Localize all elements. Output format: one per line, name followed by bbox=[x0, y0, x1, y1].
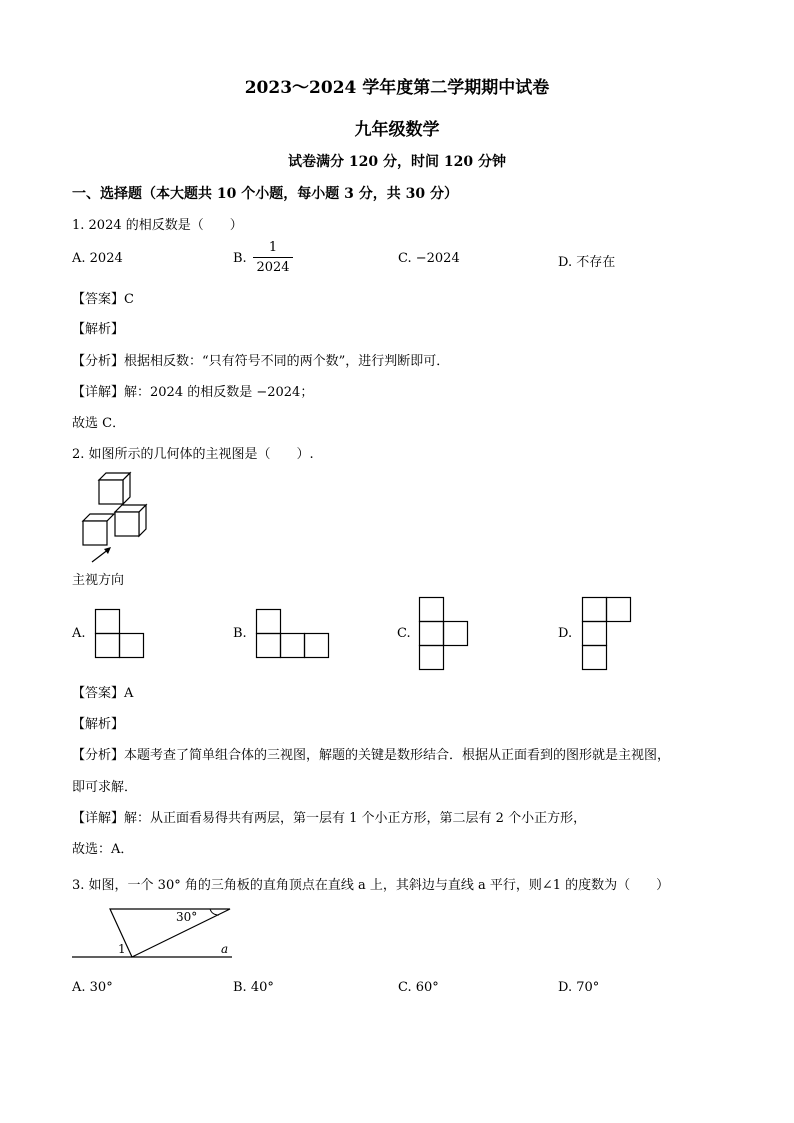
q3-stem: 3. 如图，一个 30° 角的三角板的直角顶点在直线 a 上，其斜边与直线 a 平行，则∠1 的度数为（ ） bbox=[72, 878, 670, 893]
q2-answer: 【答案】A bbox=[72, 686, 134, 701]
q1-analysis-tag: 【解析】 bbox=[72, 322, 125, 337]
q2-option-c-label: C. bbox=[397, 626, 411, 641]
q2-option-d-figure bbox=[582, 597, 632, 671]
q2-analysis-tag: 【解析】 bbox=[72, 717, 125, 732]
q1-detail: 【详解】解：2024 的相反数是 −2024； bbox=[72, 385, 314, 400]
q2-detail: 【详解】解：从正面看易得共有两层，第一层有 1 个小正方形，第二层有 2 个小正方形， bbox=[72, 811, 587, 826]
triangle-ruler bbox=[110, 909, 230, 957]
q1-option-b-label: B. bbox=[233, 251, 247, 266]
q2-isometric-cubes-figure bbox=[78, 472, 158, 572]
q1-option-b-fraction bbox=[253, 240, 293, 275]
q2-analysis-line2: 即可求解． bbox=[72, 780, 138, 795]
exam-title: 2023～2024 学年度第二学期期中试卷 bbox=[244, 78, 550, 98]
q1-option-d: D. 不存在 bbox=[558, 255, 616, 270]
q2-option-c-figure bbox=[419, 597, 469, 671]
fraction-numerator: 1 bbox=[268, 240, 278, 255]
angle-1-label: 1 bbox=[118, 942, 126, 956]
q3-option-c: C. 60° bbox=[398, 980, 439, 995]
q2-conclusion: 故选：A． bbox=[72, 842, 134, 857]
q2-option-a-figure bbox=[95, 609, 145, 659]
exam-info: 试卷满分 120 分，时间 120 分钟 bbox=[288, 154, 506, 170]
fraction-bar bbox=[253, 257, 293, 258]
q1-analysis: 【分析】根据相反数：“只有符号不同的两个数”，进行判断即可． bbox=[72, 354, 450, 369]
q2-option-b-label: B. bbox=[233, 626, 247, 641]
line-a-label: a bbox=[221, 942, 229, 956]
q3-option-d: D. 70° bbox=[558, 980, 600, 995]
q1-option-a: A. 2024 bbox=[72, 251, 123, 266]
exam-subtitle: 九年级数学 bbox=[354, 120, 440, 140]
q1-option-c: C. −2024 bbox=[398, 251, 460, 266]
q2-option-b-figure bbox=[256, 609, 330, 659]
q3-option-b: B. 40° bbox=[233, 980, 274, 995]
q2-option-a-label: A. bbox=[72, 626, 86, 641]
angle-30-label: 30° bbox=[176, 910, 198, 924]
q2-option-d-label: D. bbox=[558, 626, 573, 641]
section-heading: 一、选择题（本大题共 10 个小题，每小题 3 分，共 30 分） bbox=[72, 186, 458, 202]
q1-conclusion: 故选 C． bbox=[72, 416, 126, 431]
q1-answer: 【答案】C bbox=[72, 292, 134, 307]
fraction-denominator: 2024 bbox=[256, 260, 290, 275]
q2-stem: 2. 如图所示的几何体的主视图是（ ）. bbox=[72, 447, 314, 462]
q2-view-direction-caption: 主视方向 bbox=[72, 573, 125, 588]
q2-analysis-line1: 【分析】本题考查了简单组合体的三视图，解题的关键是数形结合．根据从正面看到的图形就是主视图， bbox=[72, 748, 671, 763]
q3-option-a: A. 30° bbox=[72, 980, 113, 995]
q1-stem: 1. 2024 的相反数是（ ） bbox=[72, 218, 243, 233]
q3-triangle-figure bbox=[72, 905, 242, 965]
